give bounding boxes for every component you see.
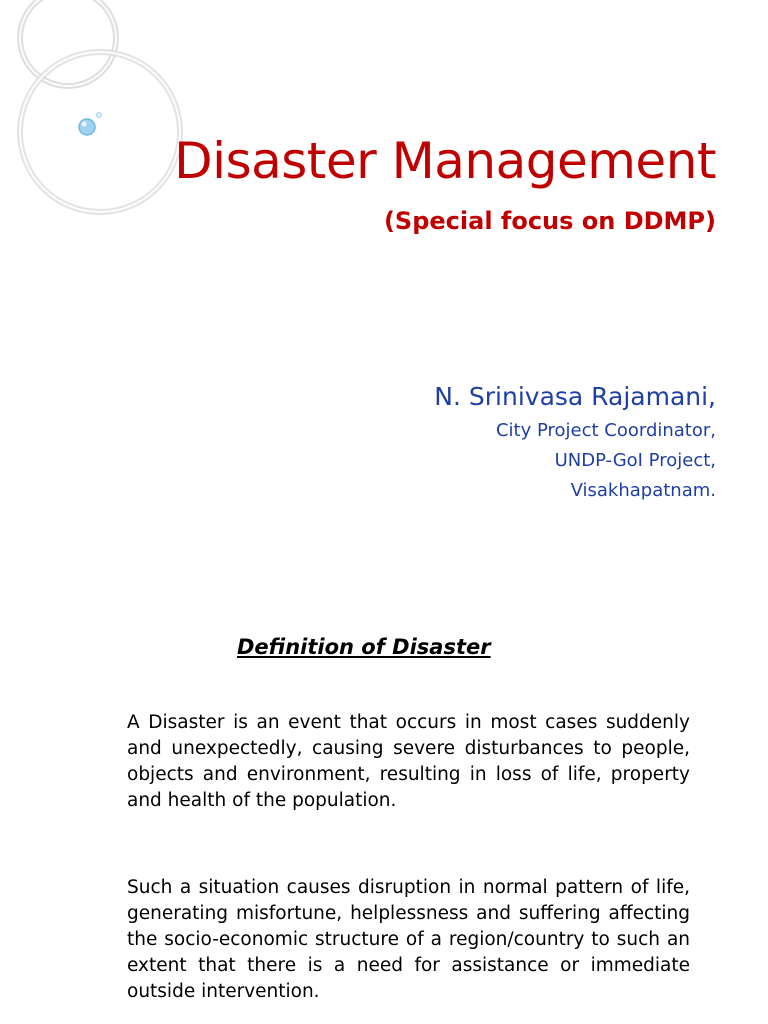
author-project: UNDP-GoI Project,: [554, 450, 716, 471]
slide-subtitle: (Special focus on DDMP): [383, 207, 716, 235]
author-name: N. Srinivasa Rajamani,: [434, 382, 716, 411]
definition-paragraph: A Disaster is an event that occurs in most cases suddenly and unexpectedly, causing severe disturbances to people, objects and environment, resulting in loss of life, property and health of the population.: [127, 712, 690, 811]
decorative-circles-graphic: [0, 0, 180, 220]
impact-paragraph: Such a situation causes disruption in normal pattern of life, generating misfortune, helplessness and suffering affecting the socio-economic structure of a region/country to such an extent that there is a need for assistance or immediate outside intervention.: [127, 877, 690, 1002]
definition-page: [0, 578, 768, 1024]
author-location: Visakhapatnam.: [570, 480, 716, 501]
definition-heading: Definition of Disaster: [237, 635, 491, 659]
slide-title: Disaster Management: [174, 132, 716, 190]
author-block: [434, 378, 716, 506]
author-role: City Project Coordinator,: [495, 420, 716, 441]
